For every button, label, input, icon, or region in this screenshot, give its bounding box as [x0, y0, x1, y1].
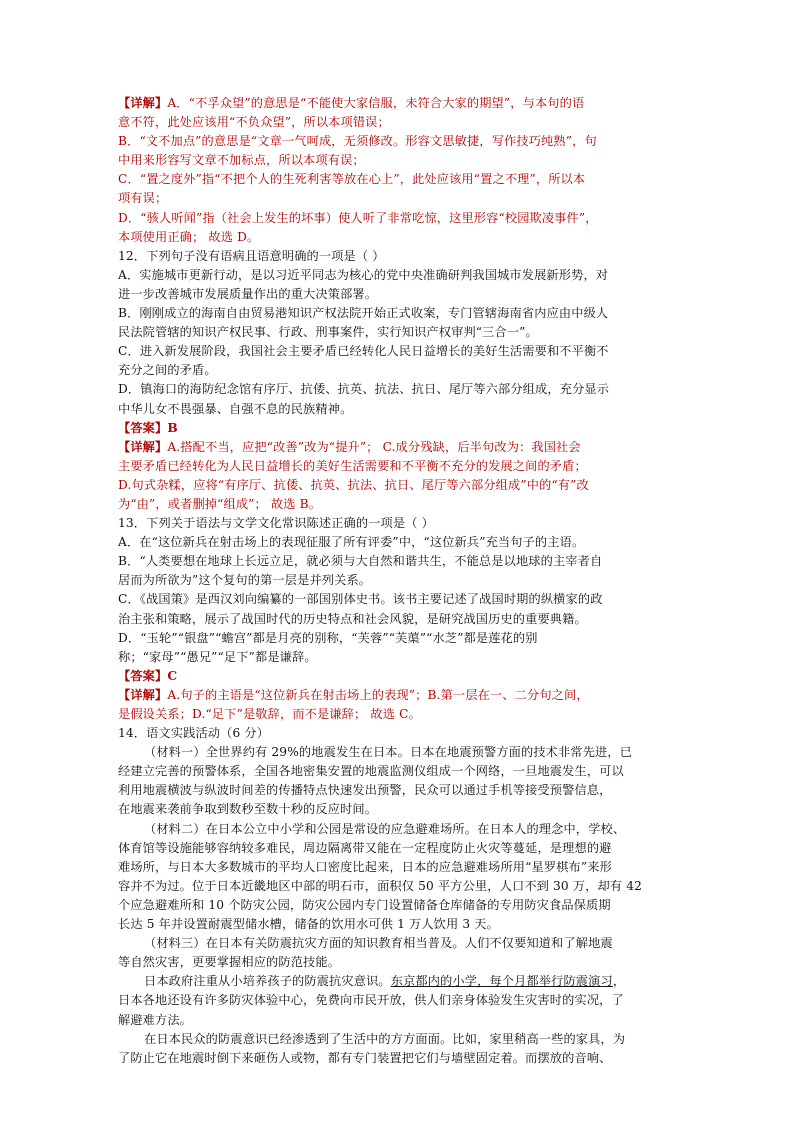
- q12-detail-line: [118, 438, 676, 457]
- q13-option-c: C．《战国策》是西汉刘向编纂的一部国别体史书。该书主要记述了战国时期的纵横家的政: [118, 592, 603, 607]
- q13-detail-line: [118, 686, 676, 705]
- q13-option-b-cont: 居而为所欲为”这个复句的第一层是并列关系。: [118, 573, 372, 588]
- q12-option-b-cont: 民法院管辖的知识产权民事、行政、刑事案件，实行知识产权审判“三合一”。: [118, 325, 538, 340]
- q11-detail-line: B．“文不加点”的意思是“文章一气呵成，无须修改。形容文思敏捷，写作技巧纯熟”，句: [118, 134, 597, 149]
- paragraph-text: ，: [612, 974, 626, 989]
- q13-option-a: A．在“这位新兵在射击场上的表现征服了所有评委”中，“这位新兵”充当句子的主语。: [118, 535, 585, 550]
- q11-detail-line: 中用来形容写文章不加标点，所以本项有误；: [118, 153, 365, 168]
- material-1-line: 经建立完善的预警体系，全国各地密集安置的地震监测仪组成一个网络，一旦地震发生，可以: [118, 764, 624, 779]
- q11-detail-line: 项有误；: [118, 191, 168, 206]
- q12-option-c: C．进入新发展阶段，我国社会主要矛盾已经转化人民日益增长的美好生活需要和不平衡不: [118, 344, 609, 359]
- material-2-line: 容并不为过。位于日本近畿地区中部的明石市，面积仅 50 平方公里，人口不到 30 万，却有 42: [118, 878, 643, 893]
- material-1-line: （材料一）全世界约有 29%的地震发生在日本。日本在地震预警方面的技术非常先进，已: [144, 745, 633, 760]
- q11-detail-line: [118, 94, 676, 113]
- material-2-line: 体育馆等设施能够容纳较多难民，周边隔离带又能在一定程度防止火灾等蔓延，是理想的避: [118, 840, 612, 855]
- material-3-line: （材料三）在日本有关防震抗灾方面的知识教育相当普及。人们不仅要知道和了解地震: [144, 936, 613, 951]
- q12-option-c-cont: 充分之间的矛盾。: [118, 363, 217, 378]
- q13-option-b: B．“人类要想在地球上长远立足，就必须与大自然和谐共生，不能总是以地球的主宰者自: [118, 554, 603, 569]
- underlined-sentence: 东京都内的小学，每个月都举行防震演习: [390, 974, 613, 989]
- material-2-line: 难场所，与日本大多数城市的平均人口密度比起来，日本的应急避难场所用“星罗棋布”来形: [118, 859, 612, 874]
- q12-option-a-cont: 进一步改善城市发展质量作出的重大决策部署。: [118, 286, 378, 301]
- paragraph-line: 日本各地还设有许多防灾体验中心，免费向市民开放，供人们亲身体验发生灾害时的实况，了: [118, 993, 624, 1008]
- q12-detail-line: D.句式杂糅，应将“有序厅、抗倭、抗英、抗法、抗日、尾厅等六部分组成”中的“有”改: [118, 477, 589, 492]
- q13-option-d: D．“玉轮”“银盘”“蟾宫”都是月亮的别称，“芙蓉”“芙蕖”“水芝”都是莲花的别: [118, 630, 538, 645]
- q12-detail-line: 主要矛盾已经转化为人民日益增长的美好生活需要和不平衡不充分的发展之间的矛盾；: [118, 458, 587, 473]
- q12-stem: 12．下列句子没有语病且语意明确的一项是（ ）: [118, 248, 385, 263]
- q12-option-d-cont: 中华儿女不畏强暴、自强不息的民族精神。: [118, 401, 353, 416]
- detail-text: A.句子的主语是“这位新兵在射击场上的表现”；B.第一层在一、二分句之间，: [167, 687, 589, 702]
- detail-text: A．“不孚众望”的意思是“不能使大家信服，未符合大家的期望”，与本句的语: [167, 96, 585, 110]
- q11-detail-line: 本项使用正确； 故选 D。: [118, 229, 260, 244]
- material-2-line: 个应急避难所和 10 个防灾公园，防灾公园内专门设置储备仓库储备的专用防灾食品保质期: [118, 897, 611, 912]
- q13-option-c-cont: 治主张和策略，展示了战国时代的历史特点和社会风貌，是研究战国历史的重要典籍。: [118, 611, 587, 626]
- q11-detail-line: 意不符，此处应该用“不负众望”，所以本项错误；: [118, 115, 390, 130]
- detail-tag: 【详解】: [118, 439, 168, 454]
- paragraph-line: 在日本民众的防震意识已经渗透到了生活中的方方面面。比如，家里稍高一些的家具，为: [144, 1031, 626, 1046]
- answer-value: B: [167, 420, 178, 435]
- detail-tag: 【详解】: [118, 96, 168, 110]
- q13-answer: [118, 667, 676, 686]
- material-1-line: 在地震来袭前争取到数秒至数十秒的反应时间。: [118, 802, 378, 817]
- material-1-line: 利用地震横波与纵波时间差的传播特点快速发出预警，民众可以通过手机等接受预警信息，: [118, 783, 612, 798]
- paragraph-line: 解避难方法。: [118, 1012, 193, 1027]
- q12-option-d: D．镇海口的海防纪念馆有序厅、抗倭、抗英、抗法、抗日、尾厅等六部分组成，充分显示: [118, 382, 610, 397]
- answer-tag: 【答案】: [118, 420, 168, 435]
- paragraph-line: 了防止它在地震时倒下来砸伤人或物，都有专门装置把它们与墙壁固定着。而摆放的音响、: [118, 1050, 612, 1065]
- paragraph-line: [118, 972, 676, 991]
- q11-detail-line: D．“骇人听闻”指（社会上发生的坏事）使人听了非常吃惊，这里形容“校园欺凌事件”，: [118, 210, 598, 225]
- material-3-line: 等自然灾害，更要掌握相应的防范技能。: [118, 955, 341, 970]
- q13-option-d-cont: 称；“家母”“愚兄”“足下”都是谦辞。: [118, 649, 317, 664]
- answer-value: C: [167, 668, 178, 683]
- paragraph-text: 日本政府注重从小培养孩子的防震抗灾意识。: [144, 974, 391, 989]
- q12-answer: [118, 419, 676, 438]
- document-page: [118, 94, 676, 1068]
- q14-stem: 14．语文实践活动（6 分）: [118, 726, 270, 741]
- q13-stem: 13．下列关于语法与文学文化常识陈述正确的一项是（ ）: [118, 516, 434, 531]
- detail-text: A.搭配不当，应把“改善”改为“提升”； C.成分残缺，后半句改为：我国社会: [167, 439, 581, 454]
- q12-option-a: A．实施城市更新行动，是以习近平同志为核心的党中央准确研判我国城市发展新形势，对: [118, 267, 609, 282]
- material-2-line: （材料二）在日本公立中小学和公园是常设的应急避难场所。在日本人的理念中，学校、: [144, 821, 626, 836]
- material-2-line: 长达 5 年并设置耐震型储水槽，储备的饮用水可供 1 万人饮用 3 天。: [118, 917, 499, 932]
- q12-option-b: B．刚刚成立的海南自由贸易港知识产权法院开始正式收案，专门管辖海南省内应由中级人: [118, 306, 609, 321]
- q13-detail-line: 是假设关系；D.“足下”是敬辞，而不是谦辞； 故选 C。: [118, 707, 421, 721]
- answer-tag: 【答案】: [118, 668, 168, 683]
- q11-detail-line: C．“置之度外”指“不把个人的生死利害等放在心上”，此处应该用“置之不理”，所以本: [118, 172, 586, 187]
- q12-detail-line: 为“由”，或者删掉“组成”； 故选 B。: [118, 496, 322, 511]
- detail-tag: 【详解】: [118, 687, 168, 702]
